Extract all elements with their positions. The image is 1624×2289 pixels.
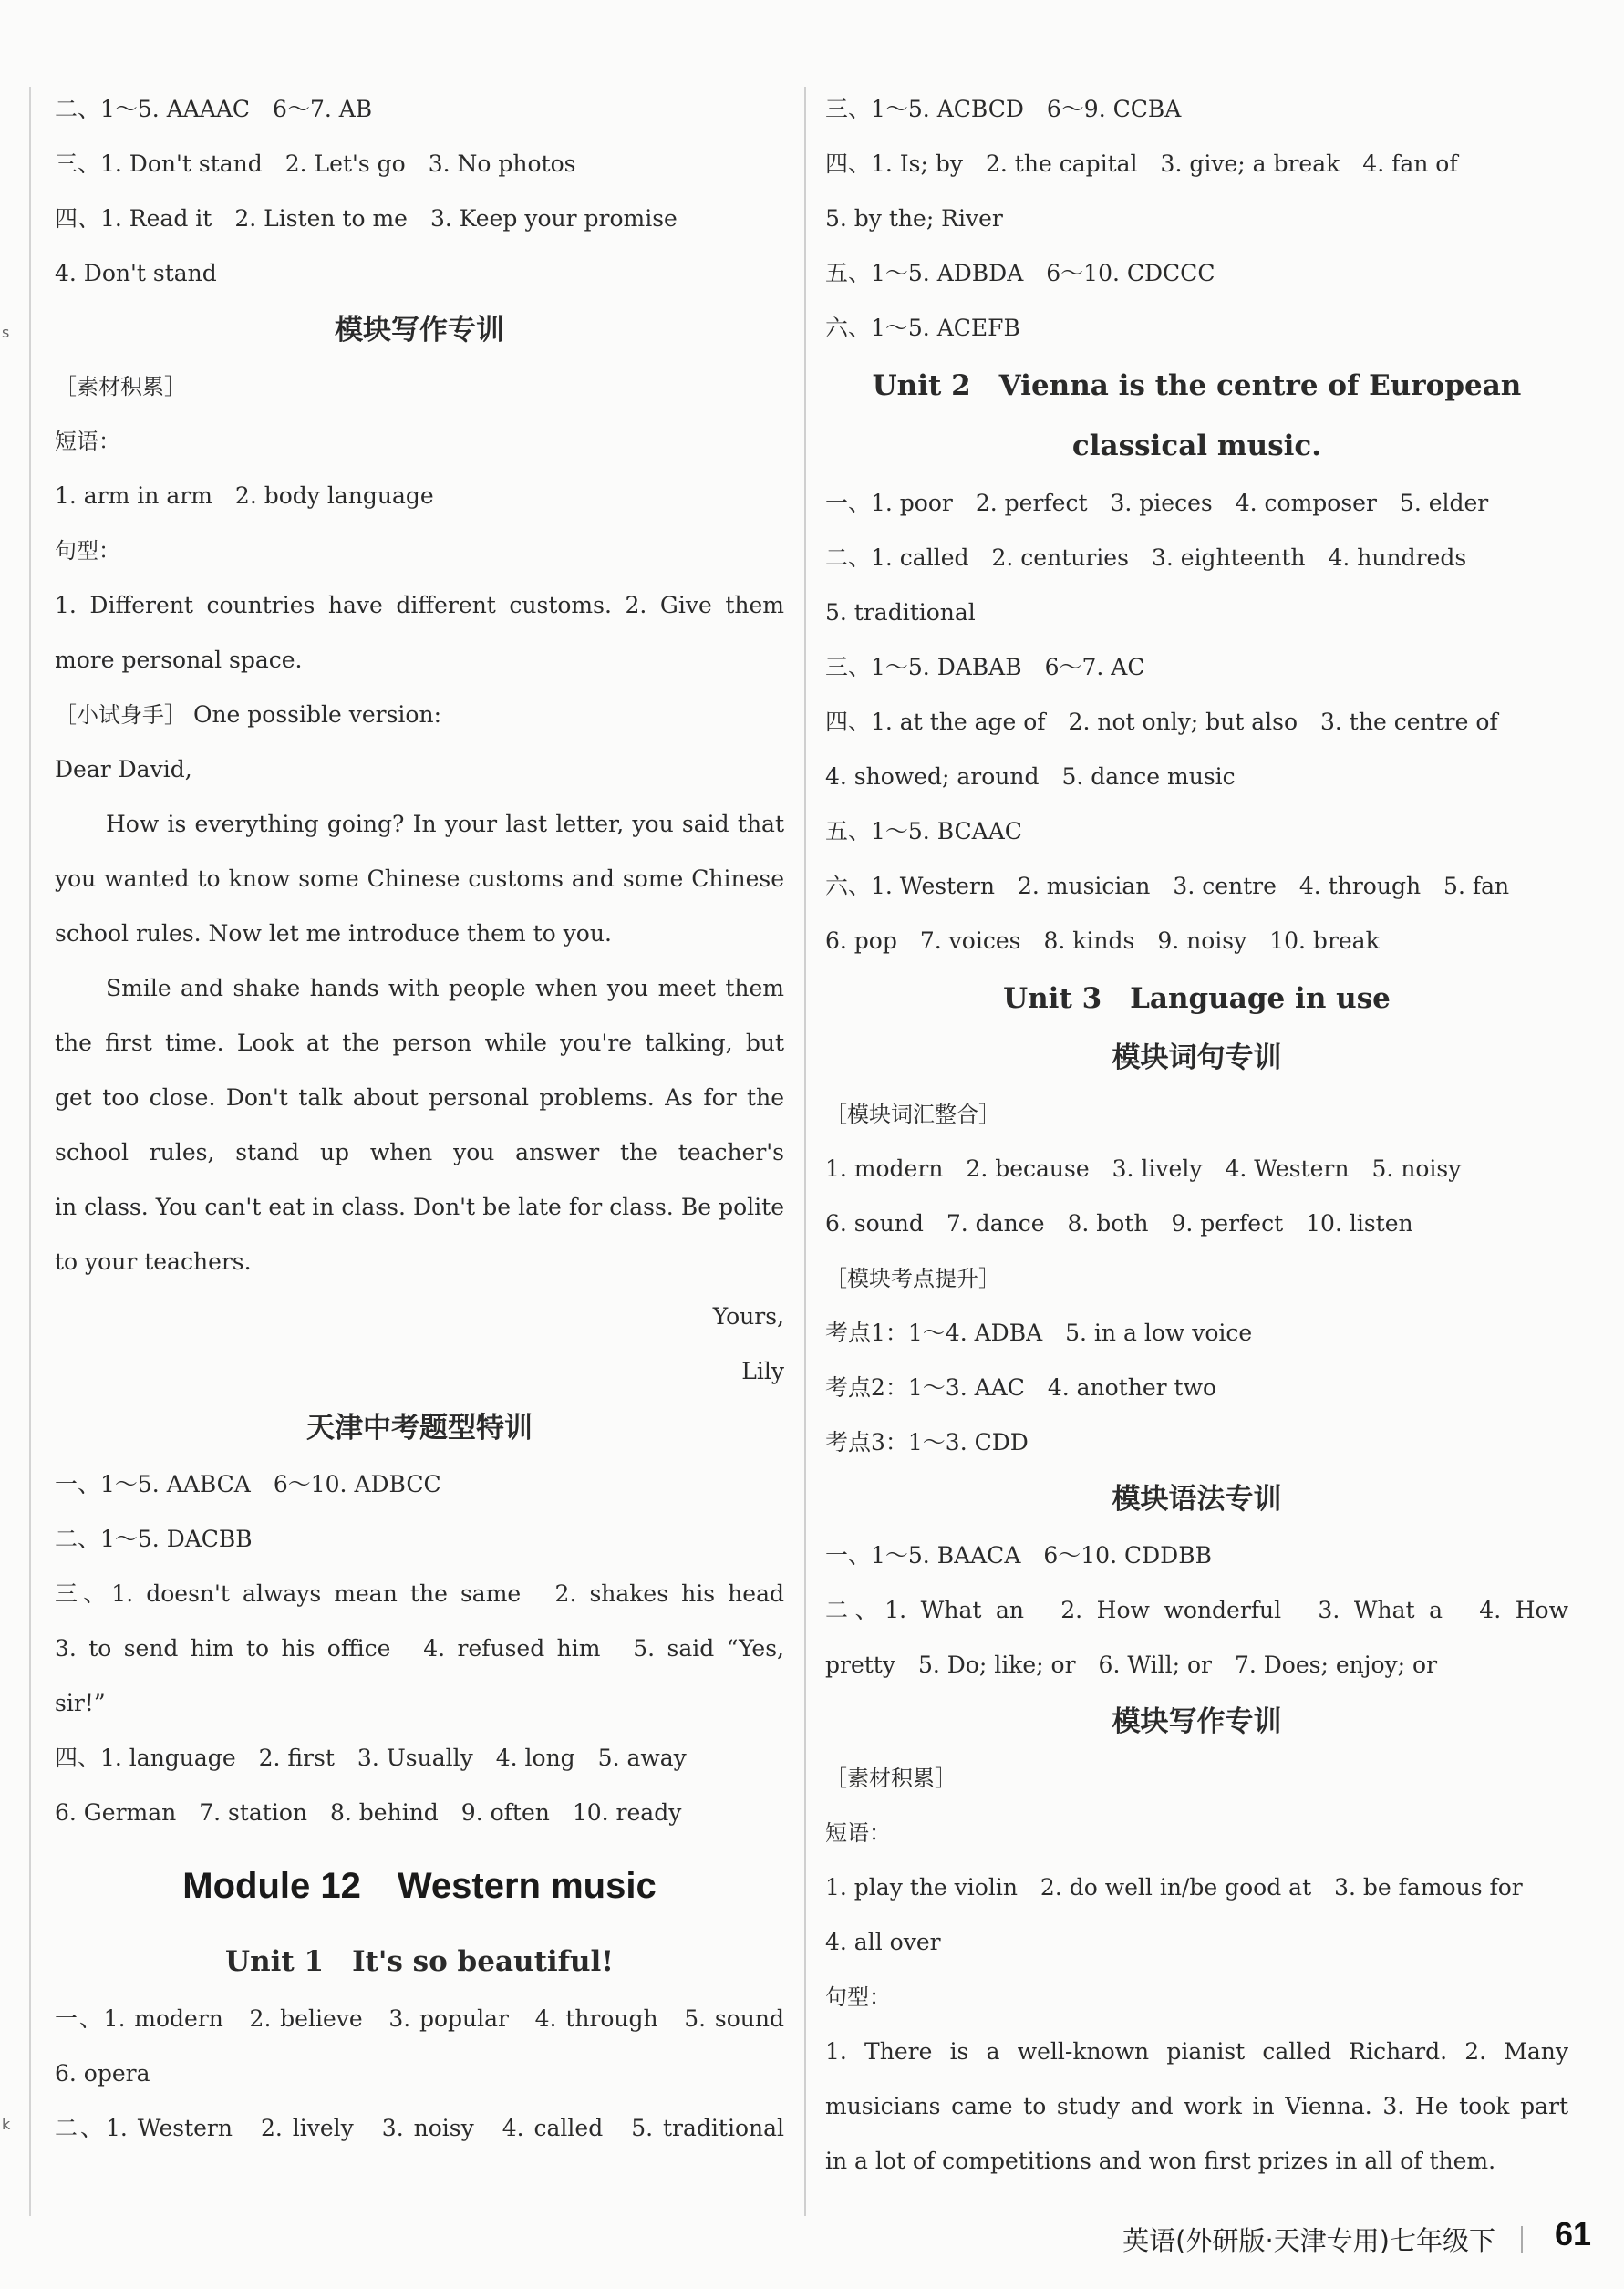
sentences-line: 1. Different countries have different customs. 2. Give them <box>55 592 784 618</box>
answer-line: 3. to send him to his office 4. refused him 5. said “Yes, <box>55 1635 784 1662</box>
phrases-line: 1. arm in arm 2. body language <box>55 482 434 509</box>
points-label: ［模块考点提升］ <box>825 1266 1000 1291</box>
sentences-line: musicians came to study and work in Vienna. 3. He took part <box>825 2093 1568 2119</box>
answer-line: 一、1. modern 2. believe 3. popular 4. through 5. sound <box>55 2005 784 2032</box>
letter-line: school rules, stand up when you answer the teacher's <box>55 1139 784 1165</box>
phrases-line: 4. all over <box>825 1929 941 1955</box>
vocab-label: ［模块词汇整合］ <box>825 1102 1000 1127</box>
sentences-label: 句型： <box>55 538 120 564</box>
answer-line: sir!” <box>55 1690 106 1716</box>
answer-line: 六、1. Western 2. musician 3. centre 4. through 5. fan <box>825 873 1510 899</box>
section-heading-vocab: 模块词句专训 <box>1112 1041 1282 1074</box>
section-heading-writing: 模块写作专训 <box>1112 1705 1282 1738</box>
answer-line: 二、1～5. DACBB <box>55 1526 253 1552</box>
points-line: 考点2：1～3. AAC 4. another two <box>825 1374 1217 1401</box>
sentences-line: 1. There is a well-known pianist called Richard. 2. Many <box>825 2038 1568 2065</box>
answer-line: 5. traditional <box>825 599 976 626</box>
answer-line: 六、1～5. ACEFB <box>825 315 1020 341</box>
try-label: ［小试身手］ <box>55 702 186 728</box>
letter-signature: Lily <box>741 1358 784 1384</box>
answer-line: 6. German 7. station 8. behind 9. often 10. ready <box>55 1799 682 1826</box>
letter-line: you wanted to know some Chinese customs and some Chinese <box>55 865 784 892</box>
letter-line: school rules. Now let me introduce them to you. <box>55 920 612 947</box>
answer-line: 五、1～5. BCAAC <box>825 818 1022 844</box>
answer-line: 一、1. poor 2. perfect 3. pieces 4. composer 5. elder <box>825 490 1489 516</box>
answer-line: 二、1. Western 2. lively 3. noisy 4. called 5. traditional <box>55 2115 784 2141</box>
material-label: ［素材积累］ <box>55 374 186 399</box>
answer-line: 四、1. at the age of 2. not only; but also 3. the centre of <box>825 709 1498 735</box>
right-column <box>825 82 1568 2189</box>
section-heading-writing: 模块写作专训 <box>335 314 504 347</box>
answer-line: 6. pop 7. voices 8. kinds 9. noisy 10. break <box>825 927 1380 954</box>
unit2-title: Unit 2 Vienna is the centre of European <box>872 369 1522 402</box>
answer-line: 四、1. Is; by 2. the capital 3. give; a break 4. fan of <box>825 150 1458 177</box>
answer-line: 三、1. doesn't always mean the same 2. shakes his head <box>55 1580 784 1607</box>
letter-greeting: Dear David, <box>55 756 192 782</box>
section-heading-grammar: 模块语法专训 <box>1112 1483 1282 1516</box>
left-column <box>55 82 784 2156</box>
sentences-line: more personal space. <box>55 647 303 673</box>
footer-separator <box>1521 2226 1523 2253</box>
letter-closing: Yours, <box>712 1303 784 1330</box>
vocab-line: 6. sound 7. dance 8. both 9. perfect 10. listen <box>825 1210 1413 1237</box>
page-footer <box>1035 2211 1600 2266</box>
phrases-label: 短语： <box>825 1820 891 1846</box>
vocab-line: 1. modern 2. because 3. lively 4. Western 5. noisy <box>825 1155 1462 1182</box>
material-label: ［素材积累］ <box>825 1766 957 1791</box>
letter-line: How is everything going? In your last letter, you said that <box>106 811 784 837</box>
answer-line: 一、1～5. AABCA 6～10. ADBCC <box>55 1471 441 1497</box>
answer-line: 三、1. Don't stand 2. Let's go 3. No photos <box>55 150 576 177</box>
bleed-glyph: s <box>2 324 10 341</box>
sentences-line: in a lot of competitions and won first prizes in all of them. <box>825 2148 1496 2174</box>
try-line <box>55 688 784 742</box>
page-number: 61 <box>1554 2215 1591 2253</box>
answer-line: 五、1～5. ADBDA 6～10. CDCCC <box>825 260 1215 286</box>
book-title: 英语(外研版·天津专用)七年级下 <box>1122 2225 1495 2256</box>
phrases-label: 短语： <box>55 429 120 454</box>
letter-line: Smile and shake hands with people when you meet them <box>106 975 784 1001</box>
unit2-title-cont: classical music. <box>1071 430 1322 462</box>
grammar-line: pretty 5. Do; like; or 6. Will; or 7. Does; enjoy; or <box>825 1652 1438 1678</box>
answer-line: 二、1～5. AAAAC 6～7. AB <box>55 96 373 122</box>
answer-line: 四、1. Read it 2. Listen to me 3. Keep your promise <box>55 205 678 232</box>
answer-line: 三、1～5. DABAB 6～7. AC <box>825 654 1145 680</box>
answer-line: 二、1. called 2. centuries 3. eighteenth 4. hundreds <box>825 544 1467 571</box>
grammar-line: 二、1. What an 2. How wonderful 3. What a 4. How <box>825 1597 1568 1623</box>
points-line: 考点3：1～3. CDD <box>825 1429 1029 1455</box>
letter-line: to your teachers. <box>55 1248 252 1275</box>
points-line: 考点1：1～4. ADBA 5. in a low voice <box>825 1320 1253 1346</box>
answer-line: 四、1. language 2. first 3. Usually 4. long 5. away <box>55 1745 687 1771</box>
phrases-line: 1. play the violin 2. do well in/be good at 3. be famous for <box>825 1874 1523 1901</box>
letter-line: get too close. Don't talk about personal problems. As for the <box>55 1084 784 1111</box>
letter-line: in class. You can't eat in class. Don't be late for class. Be polite <box>55 1194 784 1220</box>
module-title: Module 12 Western music <box>182 1866 657 1906</box>
answer-line: 三、1～5. ACBCD 6～9. CCBA <box>825 96 1182 122</box>
answer-line: 5. by the; River <box>825 205 1003 232</box>
letter-line: the first time. Look at the person while you're talking, but <box>55 1030 784 1056</box>
binding-edge-rule <box>29 87 31 2216</box>
answer-line: 6. opera <box>55 2060 150 2087</box>
answer-line: 4. Don't stand <box>55 260 217 286</box>
sentences-label: 句型： <box>825 1984 891 2010</box>
unit1-title: Unit 1 It's so beautiful! <box>225 1945 614 1978</box>
column-divider <box>804 87 806 2216</box>
try-text: One possible version: <box>186 701 442 728</box>
bleed-glyph: k <box>2 2116 11 2133</box>
grammar-line: 一、1～5. BAACA 6～10. CDDBB <box>825 1542 1212 1569</box>
section-heading-tianjin: 天津中考题型特训 <box>306 1412 533 1445</box>
answer-line: 4. showed; around 5. dance music <box>825 763 1236 790</box>
unit3-title: Unit 3 Language in use <box>1003 982 1391 1015</box>
